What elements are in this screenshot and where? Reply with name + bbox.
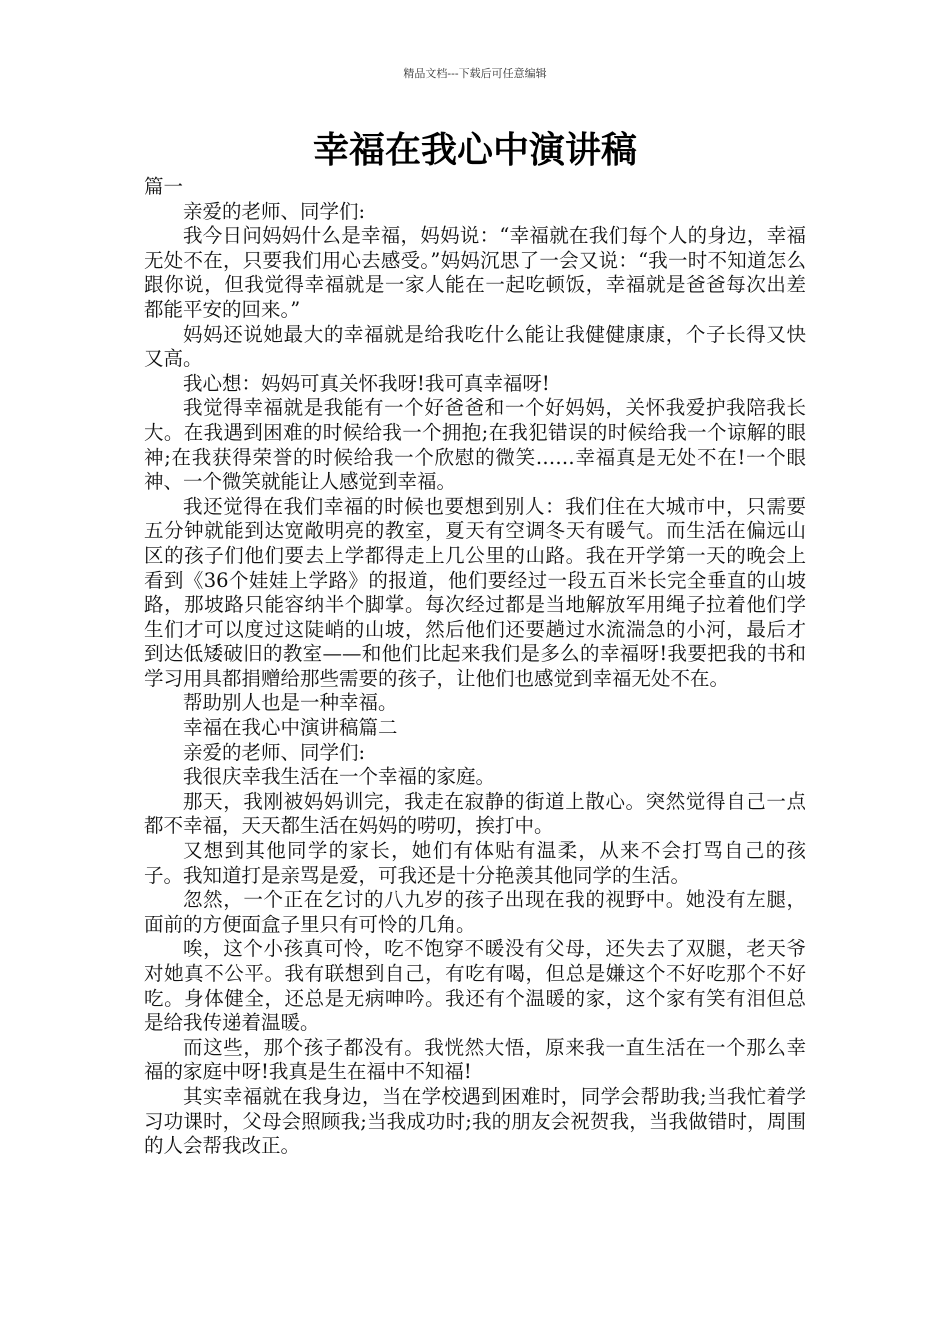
paragraph: 而这些，那个孩子都没有。我恍然大悟，原来我一直生活在一个那么幸福的家庭中呀!我真是生在福中不知福!: [144, 1035, 806, 1084]
paragraph: 我心想：妈妈可真关怀我呀!我可真幸福呀!: [183, 371, 550, 395]
paragraph: 我还觉得在我们幸福的时候也要想到别人：我们住在大城市中，只需要五分钟就能到达宽敞明亮的教室，夏天有空调冬天有暖气。而生活在偏远山区的孩子们他们要去上学都得走上几公里的山路。我在开学第一天的晚会上看到《36个娃娃上学路》的报道，他们要经过一段五百米长完全垂直的山坡路，那坡路只能容纳半个脚掌。每次经过都是当地解放军用绳子拉着他们学生们才可以度过这陡峭的山坡，然后他们还要趟过水流湍急的小河，最后才到达低矮破旧的教室——和他们比起来我们是多么的幸福呀!我要把我的书和学习用具都捐赠给那些需要的孩子，让他们也感觉到幸福无处不在。: [144, 494, 806, 690]
paragraph: 妈妈还说她最大的幸福就是给我吃什么能让我健健康康，个子长得又快又高。: [144, 322, 806, 371]
document-body: [144, 175, 806, 1159]
paragraph: 其实幸福就在我身边，当在学校遇到困难时，同学会帮助我;当我忙着学习功课时，父母会照顾我;当我成功时;我的朋友会祝贺我，当我做错时，周围的人会帮我改正。: [144, 1084, 806, 1158]
paragraph: 帮助别人也是一种幸福。: [183, 691, 398, 715]
paragraph: 亲爱的老师、同学们:: [183, 740, 366, 764]
header-note: 精品文档---下载后可任意编辑: [403, 67, 547, 80]
section-heading-2: 幸福在我心中演讲稿篇二: [183, 716, 398, 740]
paragraph: 我很庆幸我生活在一个幸福的家庭。: [183, 765, 496, 789]
section-label: 篇一: [144, 175, 184, 198]
paragraph: 我今日问妈妈什么是幸福，妈妈说：“幸福就在我们每个人的身边，幸福无处不在，只要我们用心去感受。”妈妈沉思了一会又说：“我一时不知道怎么跟你说，但我觉得幸福就是一家人能在一起吃顿饭，幸福就是爸爸每次出差都能平安的回来。”: [144, 224, 806, 321]
paragraph: 亲爱的老师、同学们:: [183, 199, 366, 223]
paragraph: 那天，我刚被妈妈训完，我走在寂静的街道上散心。突然觉得自己一点都不幸福，天天都生活在妈妈的唠叨，挨打中。: [144, 789, 806, 838]
paragraph: 忽然，一个正在乞讨的八九岁的孩子出现在我的视野中。她没有左腿，面前的方便面盒子里只有可怜的几角。: [144, 888, 806, 936]
document-title: 幸福在我心中演讲稿: [312, 130, 637, 171]
paragraph: 我觉得幸福就是我能有一个好爸爸和一个好妈妈，关怀我爱护我陪我长大。在我遇到困难的时候给我一个拥抱;在我犯错误的时候给我一个谅解的眼神;在我获得荣誉的时候给我一个欣慰的微笑……幸福真是无处不在!一个眼神、一个微笑就能让人感觉到幸福。: [144, 396, 806, 494]
paragraph: 又想到其他同学的家长，她们有体贴有温柔，从来不会打骂自己的孩子。我知道打是亲骂是爱，可我还是十分艳羡其他同学的生活。: [144, 839, 806, 887]
paragraph: 唉，这个小孩真可怜，吃不饱穿不暖没有父母，还失去了双腿，老天爷对她真不公平。我有联想到自己，有吃有喝，但总是嫌这个不好吃那个不好吃。身体健全，还总是无病呻吟。我还有个温暖的家，这个家有笑有泪但总是给我传递着温暖。: [144, 937, 806, 1035]
